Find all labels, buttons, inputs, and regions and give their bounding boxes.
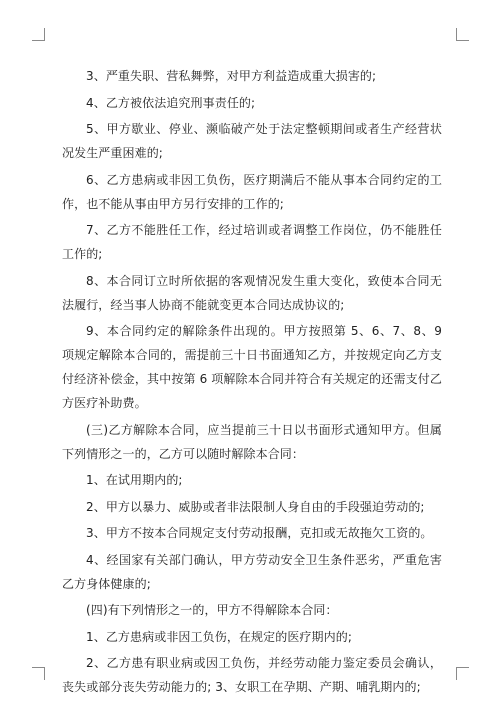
paragraph-section-4-item-1: 1、乙方患病或非因工负伤，在规定的医疗期内的; [86, 629, 352, 644]
paragraph-clause-3: 3、严重失职、营私舞弊，对甲方利益造成重大损害的; [86, 69, 377, 83]
paragraph-clause-9: 9、本合同约定的解除条件出现的。甲方按照第 5、6、7、8、9 项规定解除本合同的，需提前三十日书面通知乙方，并按规定向乙方支付经济补偿金，其中按第 6 项解除本合同并符合有关规定的还需支付乙方医疗补助费。 [62, 324, 442, 410]
paragraph-section-3: (三)乙方解除本合同，应当提前三十日以书面形式通知甲方。但属下列情形之一的，乙方可以随时解除本合同： [62, 422, 442, 461]
paragraph-item-3: 3、甲方不按本合同规定支付劳动报酬，克扣或无故拖欠工资的。 [86, 526, 433, 540]
paragraph-section-4: (四)有下列情形之一的，甲方不得解除本合同： [86, 603, 338, 617]
paragraph-clause-5: 5、甲方歇业、停业、濒临破产处于法定整顿期间或者生产经营状况发生严重困难的; [62, 122, 442, 160]
crop-mark-top-right [456, 28, 469, 41]
paragraph-item-2: 2、甲方以暴力、威胁或者非法限制人身自由的手段强迫劳动的; [86, 499, 425, 514]
crop-mark-top-left [32, 28, 45, 41]
paragraph-clause-8: 8、本合同订立时所依据的客观情况发生重大变化，致使本合同无法履行，经当事人协商不能就变更本合同达成协议的; [62, 273, 442, 312]
paragraph-clause-7: 7、乙方不能胜任工作，经过培训或者调整工作岗位，仍不能胜任工作的; [62, 223, 442, 261]
paragraph-clause-6: 6、乙方患病或非因工负伤，医疗期满后不能从事本合同约定的工作，也不能从事由甲方另行安排的工作的; [62, 172, 442, 211]
crop-mark-bottom-right [456, 667, 469, 680]
paragraph-clause-4: 4、乙方被依法追究刑事责任的; [86, 95, 256, 110]
document-body [62, 64, 442, 699]
paragraph-item-1: 1、在试用期内的; [86, 473, 183, 487]
crop-mark-bottom-left [32, 667, 45, 680]
paragraph-item-4: 4、经国家有关部门确认，甲方劳动安全卫生条件恶劣，严重危害乙方身体健康的; [62, 552, 442, 591]
paragraph-section-4-item-2: 2、乙方患有职业病或因工负伤，并经劳动能力鉴定委员会确认，丧失或部分丧失劳动能力的; 3、女职工在孕期、产期、哺乳期内的; [62, 656, 442, 694]
